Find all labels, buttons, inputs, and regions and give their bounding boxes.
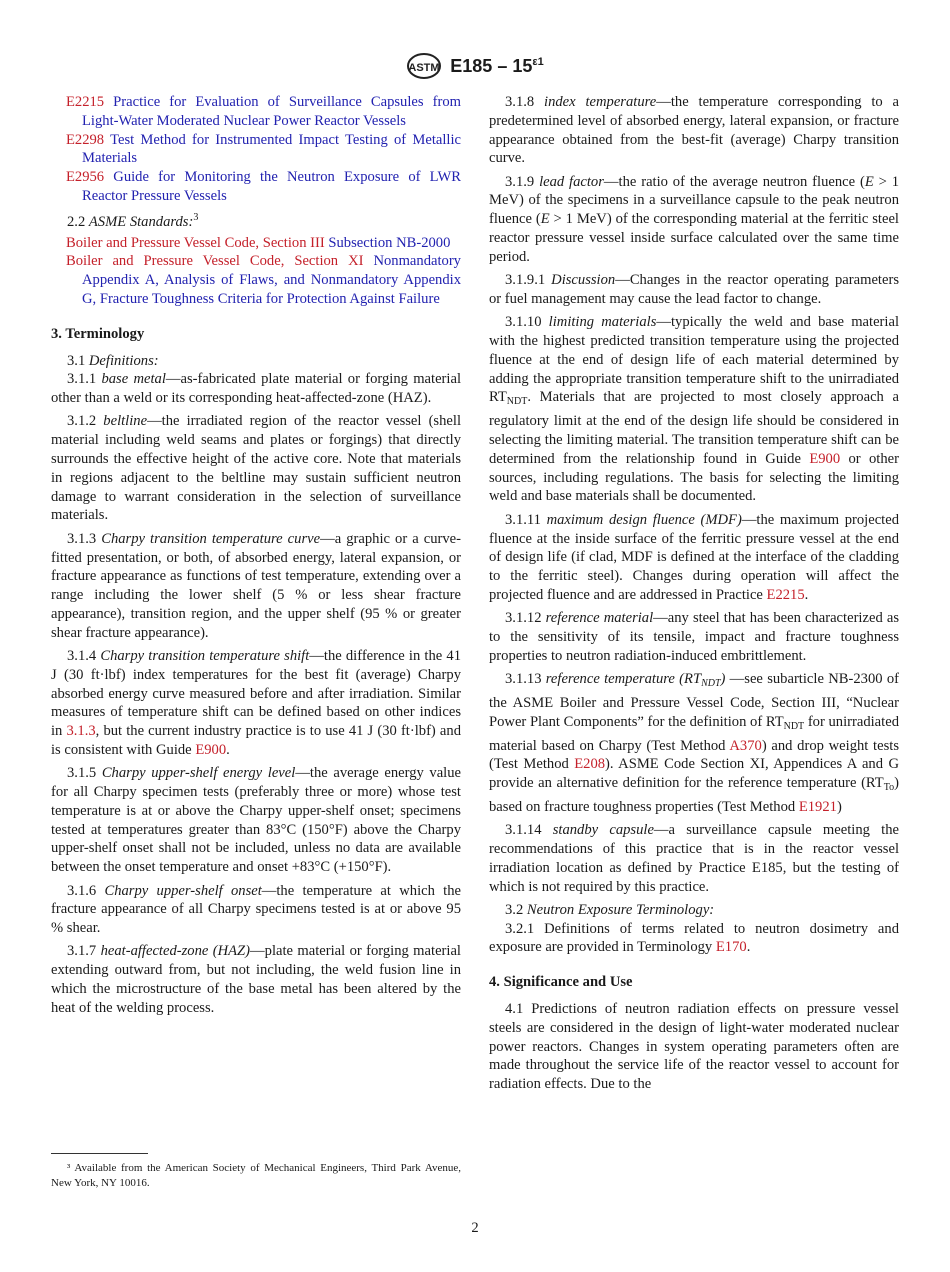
text-run: —see subarticle NB-2300 of the ASME Boiler and Pressure Vessel Code, Section III, “Nuclear Power Plant Components” for the definition of RT — [489, 671, 899, 730]
text-run: 3.1 — [67, 352, 89, 369]
page-number: 2 — [471, 1220, 479, 1236]
subscript: NDT — [506, 396, 528, 408]
reference-link[interactable]: Boiler and Pressure Vessel Code, Section III — [66, 234, 325, 251]
italic-term: limiting materials — [548, 314, 657, 331]
italic-term: Neutron Exposure Terminology: — [526, 901, 715, 918]
paragraph-3-2-1 — [489, 920, 899, 958]
italic-term: Definitions: — [88, 352, 159, 369]
text-run: Test Method for Instrumented Impact Testing of Metallic Materials — [82, 131, 461, 167]
text-run: 3.1.10 — [505, 314, 549, 331]
paragraph-3-1-10 — [489, 313, 899, 506]
text-run: —the maximum projected fluence at the inside surface of the ferritic pressure vessel at the end of design life (if clad, MDF is defined at the interface of the cladding to the ferritic steel). Changes during operation will affect the projected fluence and are addressed in Practice — [489, 511, 899, 603]
italic-term: maximum design fluence (MDF) — [546, 511, 742, 528]
footnote-divider — [51, 1153, 148, 1154]
text-run: Guide for Monitoring the Neutron Exposure of LWR Reactor Pressure Vessels — [82, 169, 461, 204]
paragraph-3-1-1 — [51, 370, 461, 408]
paragraph-3-1-3 — [51, 530, 461, 643]
right-column — [489, 93, 899, 1099]
text-run: —the ratio of the average neutron fluence ( — [603, 173, 865, 190]
italic-term: beltline — [103, 413, 148, 430]
paragraph-3-1-13 — [489, 670, 899, 817]
text-run: . — [804, 586, 809, 603]
italic-term: reference temperature (RT — [545, 671, 702, 688]
astm-logo-icon — [406, 52, 442, 80]
paragraph-3-1-12 — [489, 609, 899, 665]
paragraph-3-1-2 — [51, 412, 461, 525]
italic-term: E — [540, 211, 550, 228]
text-run: —typically the weld and base material with the highest predicted transition temperature using the projected fluence at the end of design life of each material determined by adding the appropriate transition temperature shift to the unirradiated RT — [489, 314, 900, 406]
text-run: Practice for Evaluation of Surveillance Capsules from Light-Water Moderated Nuclear Power Reactor Vessels — [82, 94, 461, 129]
page-header — [0, 52, 950, 80]
text-run: 3.1.11 — [505, 511, 547, 528]
text-run: 3.1.9 — [505, 173, 540, 190]
reference-link[interactable]: E2215 — [766, 586, 805, 603]
text-run: . — [226, 742, 230, 758]
paragraph-3-1-14 — [489, 821, 899, 896]
text-run: Nonmandatory Appendix A, Analysis of Flaws, and Nonmandatory Appendix G, Fracture Toughness Criteria for Protection Against Failure — [82, 253, 461, 307]
italic-term: standby capsule — [552, 822, 654, 839]
text-run: for unirradiated material based on Charpy (Test Method — [489, 713, 899, 754]
reference-link[interactable]: Boiler and Pressure Vessel Code, Section XI — [66, 253, 364, 270]
text-run: —the average energy value for all Charpy specimen tests (preferably three or more) whose test temperature is at or above the Charpy upper-shelf onset; specimens tested at temperatures greater than 83°C (150°F) above the Charpy upper-shelf onset shall not be included, unless no data are available between the onset temperature and onset +83°C (+150°F). — [51, 765, 462, 876]
paragraph-3-1-7 — [51, 942, 461, 1017]
text-run: 3.1.6 — [67, 882, 105, 899]
text-run: 3.2.1 Definitions of terms related to neutron dosimetry and exposure are provided in Terminology — [489, 920, 899, 956]
standard-code — [450, 56, 543, 77]
italic-term: Charpy transition temperature curve — [101, 530, 321, 547]
italic-term: ASME Standards: — [88, 213, 194, 230]
text-run: 3.1.8 — [505, 94, 545, 110]
text-run: 3.1.7 — [67, 943, 101, 960]
paragraph-3-1-8 — [489, 93, 899, 168]
text-run: —plate material or forging material extending outward from, but not including, the weld fusion line in which the microstructure of the base metal has been altered by the heat of the welding process. — [51, 943, 461, 1016]
reference-asme-section-xi — [51, 252, 461, 308]
text-run: —the difference in the 41 J (30 ft·lbf) index temperatures for the best fit (average) Charpy absorbed energy curve measured before and after irradiation. Similar measures of temperature shift can be defined based on other indices in — [51, 648, 461, 740]
footnote-3: ³ Available from the American Society of Mechanical Engineers, Third Park Avenue, New York, NY 10016. — [51, 1162, 461, 1189]
text-run: ) based on fracture toughness properties (Test Method — [489, 775, 899, 815]
section-4-heading: 4. Significance and Use — [489, 974, 633, 991]
reference-link[interactable]: E170 — [715, 939, 747, 956]
italic-term: heat-affected-zone (HAZ) — [100, 943, 251, 960]
italic-term: Charpy upper-shelf onset — [104, 882, 262, 899]
text-run: —the temperature at which the fracture appearance of all Charpy specimens tested is at or above 95 % shear. — [51, 882, 461, 937]
paragraph-3-1-4 — [51, 647, 461, 760]
italic-term: reference material — [545, 610, 654, 627]
left-column — [51, 93, 461, 1022]
text-run: —any steel that has been characterized as to the sensitivity of its tensile, impact and fracture toughness properties to neutron radiation-induced embrittlement. — [489, 610, 899, 664]
text-run: 2.2 — [67, 213, 89, 230]
paragraph-3-1-5 — [51, 764, 461, 877]
asme-standards-heading — [51, 209, 461, 232]
italic-term: index temperature — [544, 94, 657, 110]
paragraph-3-1-6 — [51, 882, 461, 938]
text-run: 3.1.12 — [505, 610, 546, 627]
standard-code-text: E185 – 15 — [450, 55, 533, 76]
svg-text:ASTM: ASTM — [408, 62, 440, 74]
text-run: 3.1.2 — [67, 413, 104, 430]
text-run: or other sources, including regulations. The basis for selecting the limiting weld and base materials shall be documented. — [489, 450, 899, 505]
paragraph-3-2 — [489, 901, 899, 920]
italic-term: lead factor — [539, 173, 604, 190]
text-run: > 1 MeV) of the corresponding material at the ferritic steel reactor pressure vessel inside surface calculated over the same time period. — [489, 211, 899, 265]
text-run: —as-fabricated plate material or forging material other than a weld or its corresponding heat-affected-zone (HAZ). — [51, 371, 462, 407]
section-3-heading: 3. Terminology — [51, 325, 145, 342]
text-run: —the temperature corresponding to a predetermined level of absorbed energy, lateral expansion, or fracture appearance obtained from the best-fit (average) Charpy transition curve. — [489, 94, 900, 167]
text-run: 3.1.4 — [67, 648, 101, 665]
text-run: 3.1.13 — [505, 671, 546, 688]
paragraph-3-1 — [51, 352, 461, 371]
reference-link[interactable]: E208 — [574, 756, 606, 773]
paragraph-3-1-9-1 — [489, 271, 899, 309]
italic-term: base metal — [101, 371, 166, 388]
text-run: 3.1.1 — [67, 371, 102, 388]
text-run: ). ASME Code Section XI, Appendices A and G provide an alternative definition for the reference temperature (RT — [489, 756, 899, 792]
reference-link[interactable]: E2298 — [66, 131, 105, 148]
text-run: 3.2 — [505, 901, 527, 918]
text-run: 3.1.14 — [505, 822, 553, 839]
standard-code-superscript: ε1 — [532, 55, 544, 68]
text-run: 3.1.5 — [67, 765, 102, 782]
text-run: 3.1.9.1 — [505, 272, 552, 289]
reference-asme-section-iii — [51, 234, 461, 253]
paragraph-4-1 — [489, 1000, 899, 1094]
reference-link[interactable]: E2215 — [66, 94, 105, 110]
text-run: ) and drop weight tests (Test Method — [489, 737, 899, 773]
reference-e2298 — [51, 131, 461, 169]
reference-link[interactable]: E900 — [809, 450, 841, 467]
text-run: . — [746, 939, 751, 956]
text-run: 3.1.3 — [67, 530, 102, 547]
text-run: , but the current industry practice is to use 41 J (30 ft·lbf) and is consistent with Guide — [51, 723, 461, 758]
subscript: To — [883, 782, 895, 794]
text-run: —Changes in the reactor operating parameters or fuel management may cause the lead factor to change. — [489, 272, 899, 307]
reference-e2215 — [51, 93, 461, 131]
reference-link[interactable]: 3.1.3 — [66, 723, 96, 740]
text-run: —a surveillance capsule meeting the recommendations of this practice that is in the reactor vessel irradiation location as defined by Practice E185, but the testing of which is not required by this practice. — [489, 822, 899, 895]
reference-e2956 — [51, 168, 461, 206]
text-run: > 1 MeV) of the specimens in a surveillance capsule to the peak neutron fluence ( — [489, 173, 900, 228]
text-run: 4.1 Predictions of neutron radiation effects on pressure vessel steels are considered in the design of light-water moderated nuclear power reactors. Changes in system operating parameters often are made throughout the service life of the reactor vessel to account for radiation effects. Due to the — [489, 1001, 899, 1093]
reference-link[interactable]: E1921 — [798, 798, 837, 815]
paragraph-3-1-9 — [489, 173, 899, 267]
text-run: —a graphic or a curve-fitted presentation, or both, of absorbed energy, lateral expansion, or fracture appearance as functions of test temperature, extending over a range including the lower shelf (5 % or less shear fracture appearance), transition region, and the upper shelf (95 % or greater shear fracture appearance). — [51, 530, 461, 641]
italic-term: ) — [720, 671, 726, 688]
text-run: ) — [836, 798, 842, 815]
subscript: NDT — [701, 678, 721, 690]
text-run: Subsection NB-2000 — [324, 234, 451, 251]
paragraph-3-1-11 — [489, 511, 899, 605]
footnote-marker: 3 — [193, 211, 199, 223]
subscript: NDT — [783, 720, 805, 732]
italic-term: Discussion — [551, 272, 616, 289]
text-run: . Materials that are projected to most closely approach a regulatory limit at the end of the design life should be considered in selecting the limiting material. The transition temperature shift can be determined from the relationship found in Guide — [489, 389, 899, 467]
italic-term: E — [864, 173, 874, 190]
reference-link[interactable]: E2956 — [66, 169, 105, 186]
italic-term: Charpy transition temperature shift — [100, 648, 310, 665]
italic-term: Charpy upper-shelf energy level — [101, 765, 296, 782]
reference-link[interactable]: A370 — [729, 737, 762, 754]
reference-link[interactable]: E900 — [195, 742, 227, 758]
text-run: —the irradiated region of the reactor vessel (shell material including weld seams and plates or forgings) that directly surrounds the effective height of the active core. Note that materials in regions adjacent to the beltline may sustain sufficient neutron damage to warrant consideration in the selection of surveillance materials. — [51, 413, 461, 524]
